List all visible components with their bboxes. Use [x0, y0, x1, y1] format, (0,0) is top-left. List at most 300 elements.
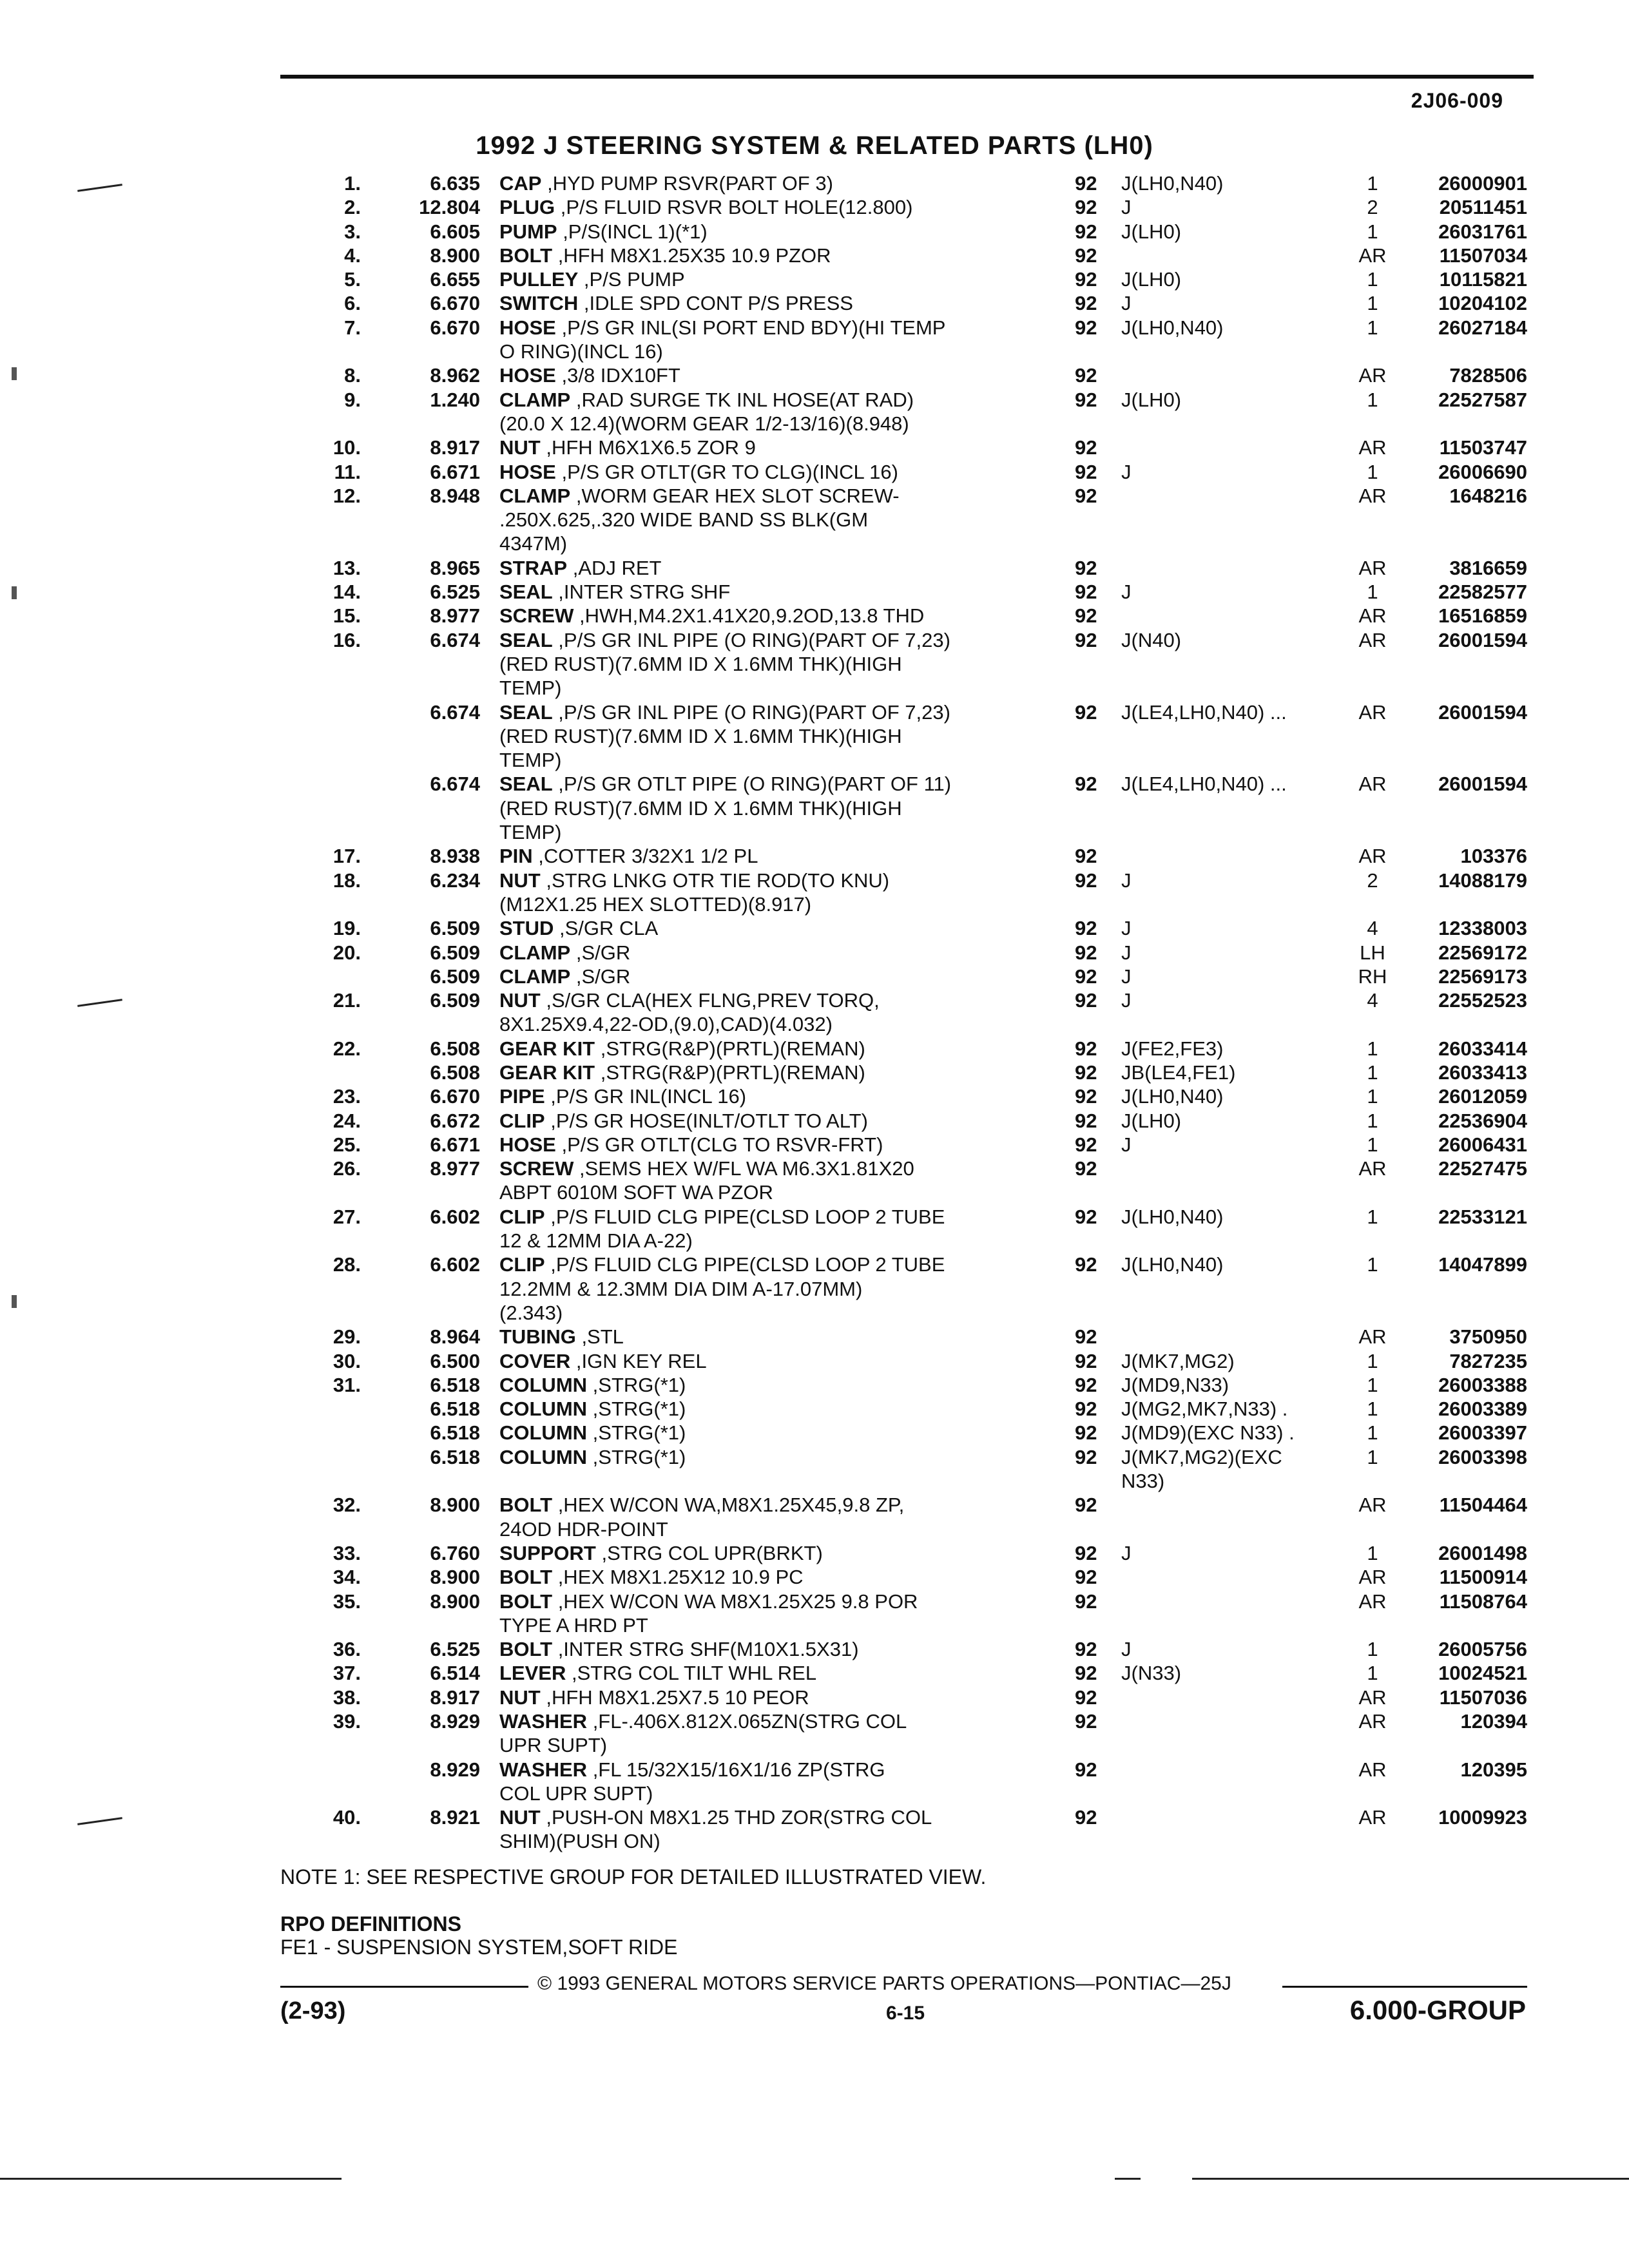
part-row — [0, 1517, 1629, 1541]
usage-model: J — [1121, 581, 1132, 604]
usage-model: J(LH0) — [1121, 388, 1182, 411]
item-number: 12. — [333, 484, 361, 507]
part-number: 20511451 — [1439, 196, 1527, 219]
group-number: 1.240 — [430, 388, 480, 411]
part-description — [499, 1733, 1028, 1757]
group-number: 6.509 — [430, 965, 480, 988]
scan-edge-line — [0, 2178, 342, 2180]
model-year: 92 — [1075, 1133, 1097, 1156]
usage-model: J(LH0,N40) — [1121, 1085, 1224, 1108]
usage-model: J(LH0) — [1121, 220, 1182, 243]
usage-model: J(LH0,N40) — [1121, 172, 1224, 195]
item-number: 16. — [333, 628, 361, 651]
part-detail: ,WORM GEAR HEX SLOT SCREW- — [570, 484, 900, 507]
part-detail: ,INTER STRG SHF(M10X1.5X31) — [552, 1638, 859, 1661]
quantity: AR — [1358, 484, 1387, 507]
part-detail: ABPT 6010M SOFT WA PZOR — [499, 1181, 773, 1204]
part-detail: ,P/S GR OTLT(CLG TO RSVR-FRT) — [555, 1133, 883, 1156]
part-number: 26005756 — [1438, 1638, 1527, 1661]
quantity: 1 — [1367, 460, 1378, 483]
item-number: 11. — [334, 460, 361, 483]
model-year: 92 — [1075, 1421, 1097, 1445]
part-detail: ,S/GR CLA — [554, 917, 659, 940]
binder-hole-mark — [12, 1295, 17, 1308]
rpo-heading: RPO DEFINITIONS — [280, 1912, 461, 1936]
part-description — [499, 1229, 1028, 1253]
part-detail: ,STRG(R&P)(PRTL)(REMAN) — [595, 1061, 865, 1084]
part-number: 1648216 — [1449, 484, 1527, 507]
part-row — [0, 1205, 1629, 1229]
part-name: BOLT — [499, 244, 553, 267]
quantity: 1 — [1367, 316, 1378, 339]
part-row — [0, 580, 1629, 604]
model-year: 92 — [1075, 1373, 1097, 1396]
group-number: 6.508 — [430, 1037, 480, 1060]
part-number: 103376 — [1460, 845, 1527, 868]
part-detail: 12 & 12MM DIA A-22) — [499, 1229, 693, 1253]
item-number: 8. — [344, 364, 361, 387]
quantity: AR — [1358, 1494, 1387, 1517]
quantity: AR — [1358, 1758, 1387, 1781]
model-year: 92 — [1075, 1494, 1097, 1517]
part-number: 26012059 — [1438, 1085, 1527, 1108]
part-name: SWITCH — [499, 292, 579, 315]
part-number: 26003388 — [1438, 1373, 1527, 1396]
part-detail: ,HFH M6X1X6.5 ZOR 9 — [540, 436, 756, 459]
part-description — [499, 965, 1028, 988]
model-year: 92 — [1075, 581, 1097, 604]
quantity: AR — [1358, 436, 1387, 459]
part-description — [499, 1253, 1028, 1276]
quantity: 4 — [1367, 917, 1378, 940]
model-year: 92 — [1075, 965, 1097, 988]
part-description — [499, 700, 1028, 724]
part-row — [0, 195, 1629, 219]
model-year: 92 — [1075, 1445, 1097, 1468]
part-row — [0, 220, 1629, 244]
item-number: 20. — [333, 941, 361, 964]
part-name: PUMP — [499, 220, 557, 243]
model-year: 92 — [1075, 484, 1097, 507]
quantity: LH — [1360, 941, 1385, 964]
part-number: 11507036 — [1439, 1686, 1527, 1709]
quantity: AR — [1358, 1566, 1387, 1589]
part-number: 7828506 — [1449, 364, 1527, 387]
part-row — [0, 820, 1629, 844]
group-number: 6.509 — [430, 917, 480, 940]
part-detail: ,P/S FLUID CLG PIPE(CLSD LOOP 2 TUBE — [545, 1205, 945, 1228]
part-detail: TEMP) — [499, 677, 562, 700]
part-name: SCREW — [499, 604, 574, 628]
part-detail: ,FL-.406X.812X.065ZN(STRG COL — [587, 1710, 907, 1733]
item-number: 29. — [333, 1325, 361, 1349]
usage-model: J — [1121, 989, 1132, 1012]
part-detail: ,P/S GR OTLT(GR TO CLG)(INCL 16) — [555, 460, 898, 483]
item-number: 7. — [344, 316, 361, 339]
part-number: 26001498 — [1438, 1541, 1527, 1564]
part-row — [0, 1661, 1629, 1685]
model-year: 92 — [1075, 989, 1097, 1012]
part-description — [499, 1157, 1028, 1180]
usage-model: J(MD9)(EXC N33) . — [1121, 1421, 1295, 1445]
item-number: 13. — [333, 556, 361, 579]
model-year: 92 — [1075, 556, 1097, 579]
item-number: 28. — [333, 1253, 361, 1276]
item-number: 18. — [333, 869, 361, 892]
footer-group: 6.000-GROUP — [1349, 1995, 1526, 2025]
item-number: 2. — [344, 196, 361, 219]
part-detail: ,P/S(INCL 1)(*1) — [557, 220, 708, 243]
part-number: 120395 — [1460, 1758, 1527, 1781]
part-detail: ,S/GR — [570, 941, 631, 964]
part-number: 26001594 — [1438, 773, 1527, 796]
part-detail: ,S/GR — [570, 965, 631, 988]
item-number: 17. — [333, 845, 361, 868]
part-row — [0, 916, 1629, 940]
group-number: 8.929 — [430, 1758, 480, 1781]
part-name: COLUMN — [499, 1421, 588, 1445]
part-name: COVER — [499, 1349, 571, 1372]
group-number: 6.518 — [430, 1421, 480, 1445]
group-number: 6.670 — [430, 1085, 480, 1108]
part-description — [499, 220, 1028, 244]
usage-model: J — [1121, 1638, 1132, 1661]
usage-model: J — [1121, 869, 1132, 892]
item-number: 27. — [333, 1205, 361, 1228]
quantity: 1 — [1367, 220, 1378, 243]
group-number: 6.674 — [430, 628, 480, 651]
part-number: 22582577 — [1438, 581, 1527, 604]
footer-date: (2-93) — [280, 1997, 346, 2024]
group-number: 6.518 — [430, 1445, 480, 1468]
part-description — [499, 508, 1028, 532]
part-row — [0, 628, 1629, 652]
part-description — [499, 1084, 1028, 1108]
group-number: 6.670 — [430, 316, 480, 339]
item-number: 19. — [333, 917, 361, 940]
part-description — [499, 363, 1028, 387]
part-description — [499, 628, 1028, 652]
part-row — [0, 291, 1629, 315]
item-number: 14. — [333, 581, 361, 604]
item-number: 15. — [333, 604, 361, 628]
part-description — [499, 244, 1028, 267]
part-detail: ,P/S FLUID CLG PIPE(CLSD LOOP 2 TUBE — [545, 1253, 945, 1276]
part-description — [499, 892, 1028, 916]
quantity: AR — [1358, 845, 1387, 868]
part-description — [499, 1205, 1028, 1229]
part-row — [0, 1397, 1629, 1421]
model-year: 92 — [1075, 436, 1097, 459]
part-name: GEAR KIT — [499, 1061, 595, 1084]
part-detail: (RED RUST)(7.6MM ID X 1.6MM THK)(HIGH — [499, 796, 902, 820]
quantity: 1 — [1367, 388, 1378, 411]
part-detail: ,P/S FLUID RSVR BOLT HOLE(12.800) — [555, 196, 913, 219]
usage-model: J(MD9,N33) — [1121, 1373, 1229, 1396]
part-description — [499, 195, 1028, 219]
part-number: 22533121 — [1438, 1205, 1527, 1228]
part-name: PIPE — [499, 1085, 545, 1108]
item-number: 38. — [333, 1686, 361, 1709]
part-row — [0, 316, 1629, 340]
part-row — [0, 1084, 1629, 1108]
quantity: AR — [1358, 1157, 1387, 1180]
part-row — [0, 340, 1629, 363]
part-description — [499, 988, 1028, 1012]
model-year: 92 — [1075, 604, 1097, 628]
part-number: 22536904 — [1438, 1109, 1527, 1132]
part-detail: (M12X1.25 HEX SLOTTED)(8.917) — [499, 892, 812, 916]
part-detail: ,P/S GR OTLT PIPE (O RING)(PART OF 11) — [552, 773, 952, 796]
part-row — [0, 748, 1629, 772]
part-description — [499, 340, 1028, 363]
part-description — [499, 916, 1028, 940]
part-row — [0, 892, 1629, 916]
part-name: COLUMN — [499, 1398, 588, 1421]
part-detail: ,STRG COL TILT WHL REL — [566, 1662, 817, 1685]
part-row — [0, 436, 1629, 459]
item-number: 40. — [333, 1806, 361, 1829]
part-detail: (RED RUST)(7.6MM ID X 1.6MM THK)(HIGH — [499, 652, 902, 675]
part-description — [499, 436, 1028, 459]
part-number: 26033413 — [1438, 1061, 1527, 1084]
part-detail: (2.343) — [499, 1301, 563, 1324]
part-description — [499, 1012, 1028, 1036]
part-description — [499, 532, 1028, 555]
part-row — [0, 1709, 1629, 1733]
quantity: 1 — [1367, 1085, 1378, 1108]
part-row — [0, 1733, 1629, 1757]
part-row — [0, 844, 1629, 868]
group-number: 6.605 — [430, 220, 480, 243]
part-row — [0, 171, 1629, 195]
part-description — [499, 1517, 1028, 1541]
part-number: 26027184 — [1438, 316, 1527, 339]
part-detail: SHIM)(PUSH ON) — [499, 1830, 660, 1853]
group-number: 6.672 — [430, 1109, 480, 1132]
part-description — [499, 1590, 1028, 1613]
part-number: 3816659 — [1449, 556, 1527, 579]
usage-model: J — [1121, 1541, 1132, 1564]
quantity: 1 — [1367, 1541, 1378, 1564]
part-row — [0, 484, 1629, 508]
group-number: 6.509 — [430, 989, 480, 1012]
model-year: 92 — [1075, 1398, 1097, 1421]
group-number: 6.602 — [430, 1253, 480, 1276]
part-row — [0, 412, 1629, 436]
usage-model: J(LH0) — [1121, 268, 1182, 291]
quantity: AR — [1358, 604, 1387, 628]
group-number: 6.671 — [430, 460, 480, 483]
quantity: 1 — [1367, 1205, 1378, 1228]
model-year: 92 — [1075, 460, 1097, 483]
part-name: COLUMN — [499, 1373, 588, 1396]
part-row — [0, 1565, 1629, 1589]
group-number: 6.671 — [430, 1133, 480, 1156]
part-row — [0, 1229, 1629, 1253]
top-rule — [280, 75, 1534, 79]
part-number: 11500914 — [1439, 1566, 1527, 1589]
part-name: CLIP — [499, 1109, 545, 1132]
copyright: © 1993 GENERAL MOTORS SERVICE PARTS OPERATIONS—PONTIAC—25J — [528, 1973, 1240, 1995]
footer-rule-left — [280, 1986, 532, 1988]
item-number: 23. — [333, 1085, 361, 1108]
part-name: LEVER — [499, 1662, 566, 1685]
part-number: 22552523 — [1438, 989, 1527, 1012]
item-number: 1. — [344, 172, 361, 195]
quantity: 1 — [1367, 581, 1378, 604]
part-detail: ,HWH,M4.2X1.41X20,9.2OD,13.8 THD — [574, 604, 925, 628]
part-row — [0, 1061, 1629, 1084]
part-description — [499, 676, 1028, 700]
part-row — [0, 1180, 1629, 1204]
part-detail: ,P/S GR INL(SI PORT END BDY)(HI TEMP — [555, 316, 946, 339]
part-description — [499, 1325, 1028, 1349]
item-number: 39. — [333, 1710, 361, 1733]
item-number: 9. — [344, 388, 361, 411]
page-id: 2J06-009 — [1411, 89, 1503, 112]
part-name: WASHER — [499, 1710, 588, 1733]
model-year: 92 — [1075, 1325, 1097, 1349]
part-description — [499, 1709, 1028, 1733]
group-number: 6.509 — [430, 941, 480, 964]
part-number: 26006690 — [1438, 460, 1527, 483]
quantity: 1 — [1367, 1109, 1378, 1132]
quantity: AR — [1358, 244, 1387, 267]
part-row — [0, 1758, 1629, 1782]
part-description — [499, 724, 1028, 748]
part-description — [499, 844, 1028, 868]
part-detail: TEMP) — [499, 821, 562, 844]
part-number: 14047899 — [1438, 1253, 1527, 1276]
quantity: AR — [1358, 628, 1387, 651]
part-description — [499, 1109, 1028, 1133]
group-number: 6.525 — [430, 1638, 480, 1661]
usage-model: J(FE2,FE3) — [1121, 1037, 1224, 1060]
page-number: 6-15 — [886, 2003, 925, 2024]
part-description — [499, 869, 1028, 892]
model-year: 92 — [1075, 1205, 1097, 1228]
part-description — [499, 1565, 1028, 1589]
part-detail: ,S/GR CLA(HEX FLNG,PREV TORQ, — [540, 989, 880, 1012]
quantity: AR — [1358, 556, 1387, 579]
part-name: CLAMP — [499, 941, 571, 964]
part-detail: 8X1.25X9.4,22-OD,(9.0),CAD)(4.032) — [499, 1013, 833, 1036]
part-name: NUT — [499, 869, 541, 892]
part-description — [499, 1301, 1028, 1325]
item-number: 37. — [333, 1662, 361, 1685]
part-row — [0, 796, 1629, 820]
usage-model: J(MG2,MK7,N33) . — [1121, 1398, 1288, 1421]
usage-model: J(LE4,LH0,N40) ... — [1121, 700, 1287, 724]
rpo-definition: FE1 - SUSPENSION SYSTEM,SOFT RIDE — [280, 1936, 678, 1959]
part-description — [499, 316, 1028, 340]
item-number: 24. — [333, 1109, 361, 1132]
part-detail: ,STRG(*1) — [587, 1445, 686, 1468]
part-name: CLAMP — [499, 965, 571, 988]
part-row — [0, 988, 1629, 1012]
model-year: 92 — [1075, 869, 1097, 892]
part-number: 10024521 — [1438, 1662, 1527, 1685]
part-row — [0, 772, 1629, 796]
part-number: 11507034 — [1439, 244, 1527, 267]
part-row — [0, 1253, 1629, 1276]
part-row — [0, 941, 1629, 965]
quantity: AR — [1358, 1325, 1387, 1349]
model-year: 92 — [1075, 364, 1097, 387]
part-description — [499, 1805, 1028, 1829]
part-description — [499, 820, 1028, 844]
part-detail: ,P/S GR INL PIPE (O RING)(PART OF 7,23) — [552, 700, 950, 724]
quantity: AR — [1358, 364, 1387, 387]
part-description — [499, 1686, 1028, 1709]
model-year: 92 — [1075, 700, 1097, 724]
part-row — [0, 1541, 1629, 1565]
part-detail: ,STRG(*1) — [587, 1421, 686, 1445]
part-description — [499, 460, 1028, 484]
part-row — [0, 532, 1629, 555]
part-detail: ,P/S GR HOSE(INLT/OTLT TO ALT) — [545, 1109, 868, 1132]
usage-model: J — [1121, 1133, 1132, 1156]
quantity: 1 — [1367, 172, 1378, 195]
quantity: AR — [1358, 1806, 1387, 1829]
part-detail: TYPE A HRD PT — [499, 1613, 648, 1637]
part-number: 10204102 — [1438, 292, 1527, 315]
model-year: 92 — [1075, 845, 1097, 868]
group-number: 8.964 — [430, 1325, 480, 1349]
usage-model: J — [1121, 196, 1132, 219]
note-text: NOTE 1: SEE RESPECTIVE GROUP FOR DETAILED ILLUSTRATED VIEW. — [280, 1865, 987, 1888]
part-name: GEAR KIT — [499, 1037, 595, 1060]
quantity: AR — [1358, 700, 1387, 724]
group-number: 6.508 — [430, 1061, 480, 1084]
part-description — [499, 556, 1028, 580]
group-number: 8.917 — [430, 436, 480, 459]
part-row — [0, 604, 1629, 628]
part-row — [0, 1493, 1629, 1517]
part-number: 26000901 — [1438, 172, 1527, 195]
part-description — [499, 1782, 1028, 1805]
group-number: 8.977 — [430, 1157, 480, 1180]
quantity: 2 — [1367, 869, 1378, 892]
part-number: 12338003 — [1438, 917, 1527, 940]
part-detail: ,STRG COL UPR(BRKT) — [595, 1541, 823, 1564]
part-number: 22569173 — [1438, 965, 1527, 988]
part-number: 14088179 — [1438, 869, 1527, 892]
model-year: 92 — [1075, 917, 1097, 940]
part-detail: 12.2MM & 12.3MM DIA DIM A-17.07MM) — [499, 1277, 863, 1300]
model-year: 92 — [1075, 1590, 1097, 1613]
part-row — [0, 700, 1629, 724]
model-year: 92 — [1075, 773, 1097, 796]
item-number: 26. — [333, 1157, 361, 1180]
part-description — [499, 1061, 1028, 1084]
part-row — [0, 1421, 1629, 1445]
part-name: CAP — [499, 172, 542, 195]
quantity: RH — [1358, 965, 1387, 988]
group-number: 8.962 — [430, 364, 480, 387]
part-detail: ,HFH M8X1.25X7.5 10 PEOR — [540, 1686, 809, 1709]
quantity: 1 — [1367, 1638, 1378, 1661]
model-year: 92 — [1075, 292, 1097, 315]
usage-model: J — [1121, 917, 1132, 940]
part-row — [0, 1037, 1629, 1061]
part-name: SUPPORT — [499, 1541, 596, 1564]
part-detail: ,STRG(R&P)(PRTL)(REMAN) — [595, 1037, 865, 1060]
part-description — [499, 1541, 1028, 1565]
parts-list — [0, 171, 1629, 1854]
part-description — [499, 1373, 1028, 1397]
